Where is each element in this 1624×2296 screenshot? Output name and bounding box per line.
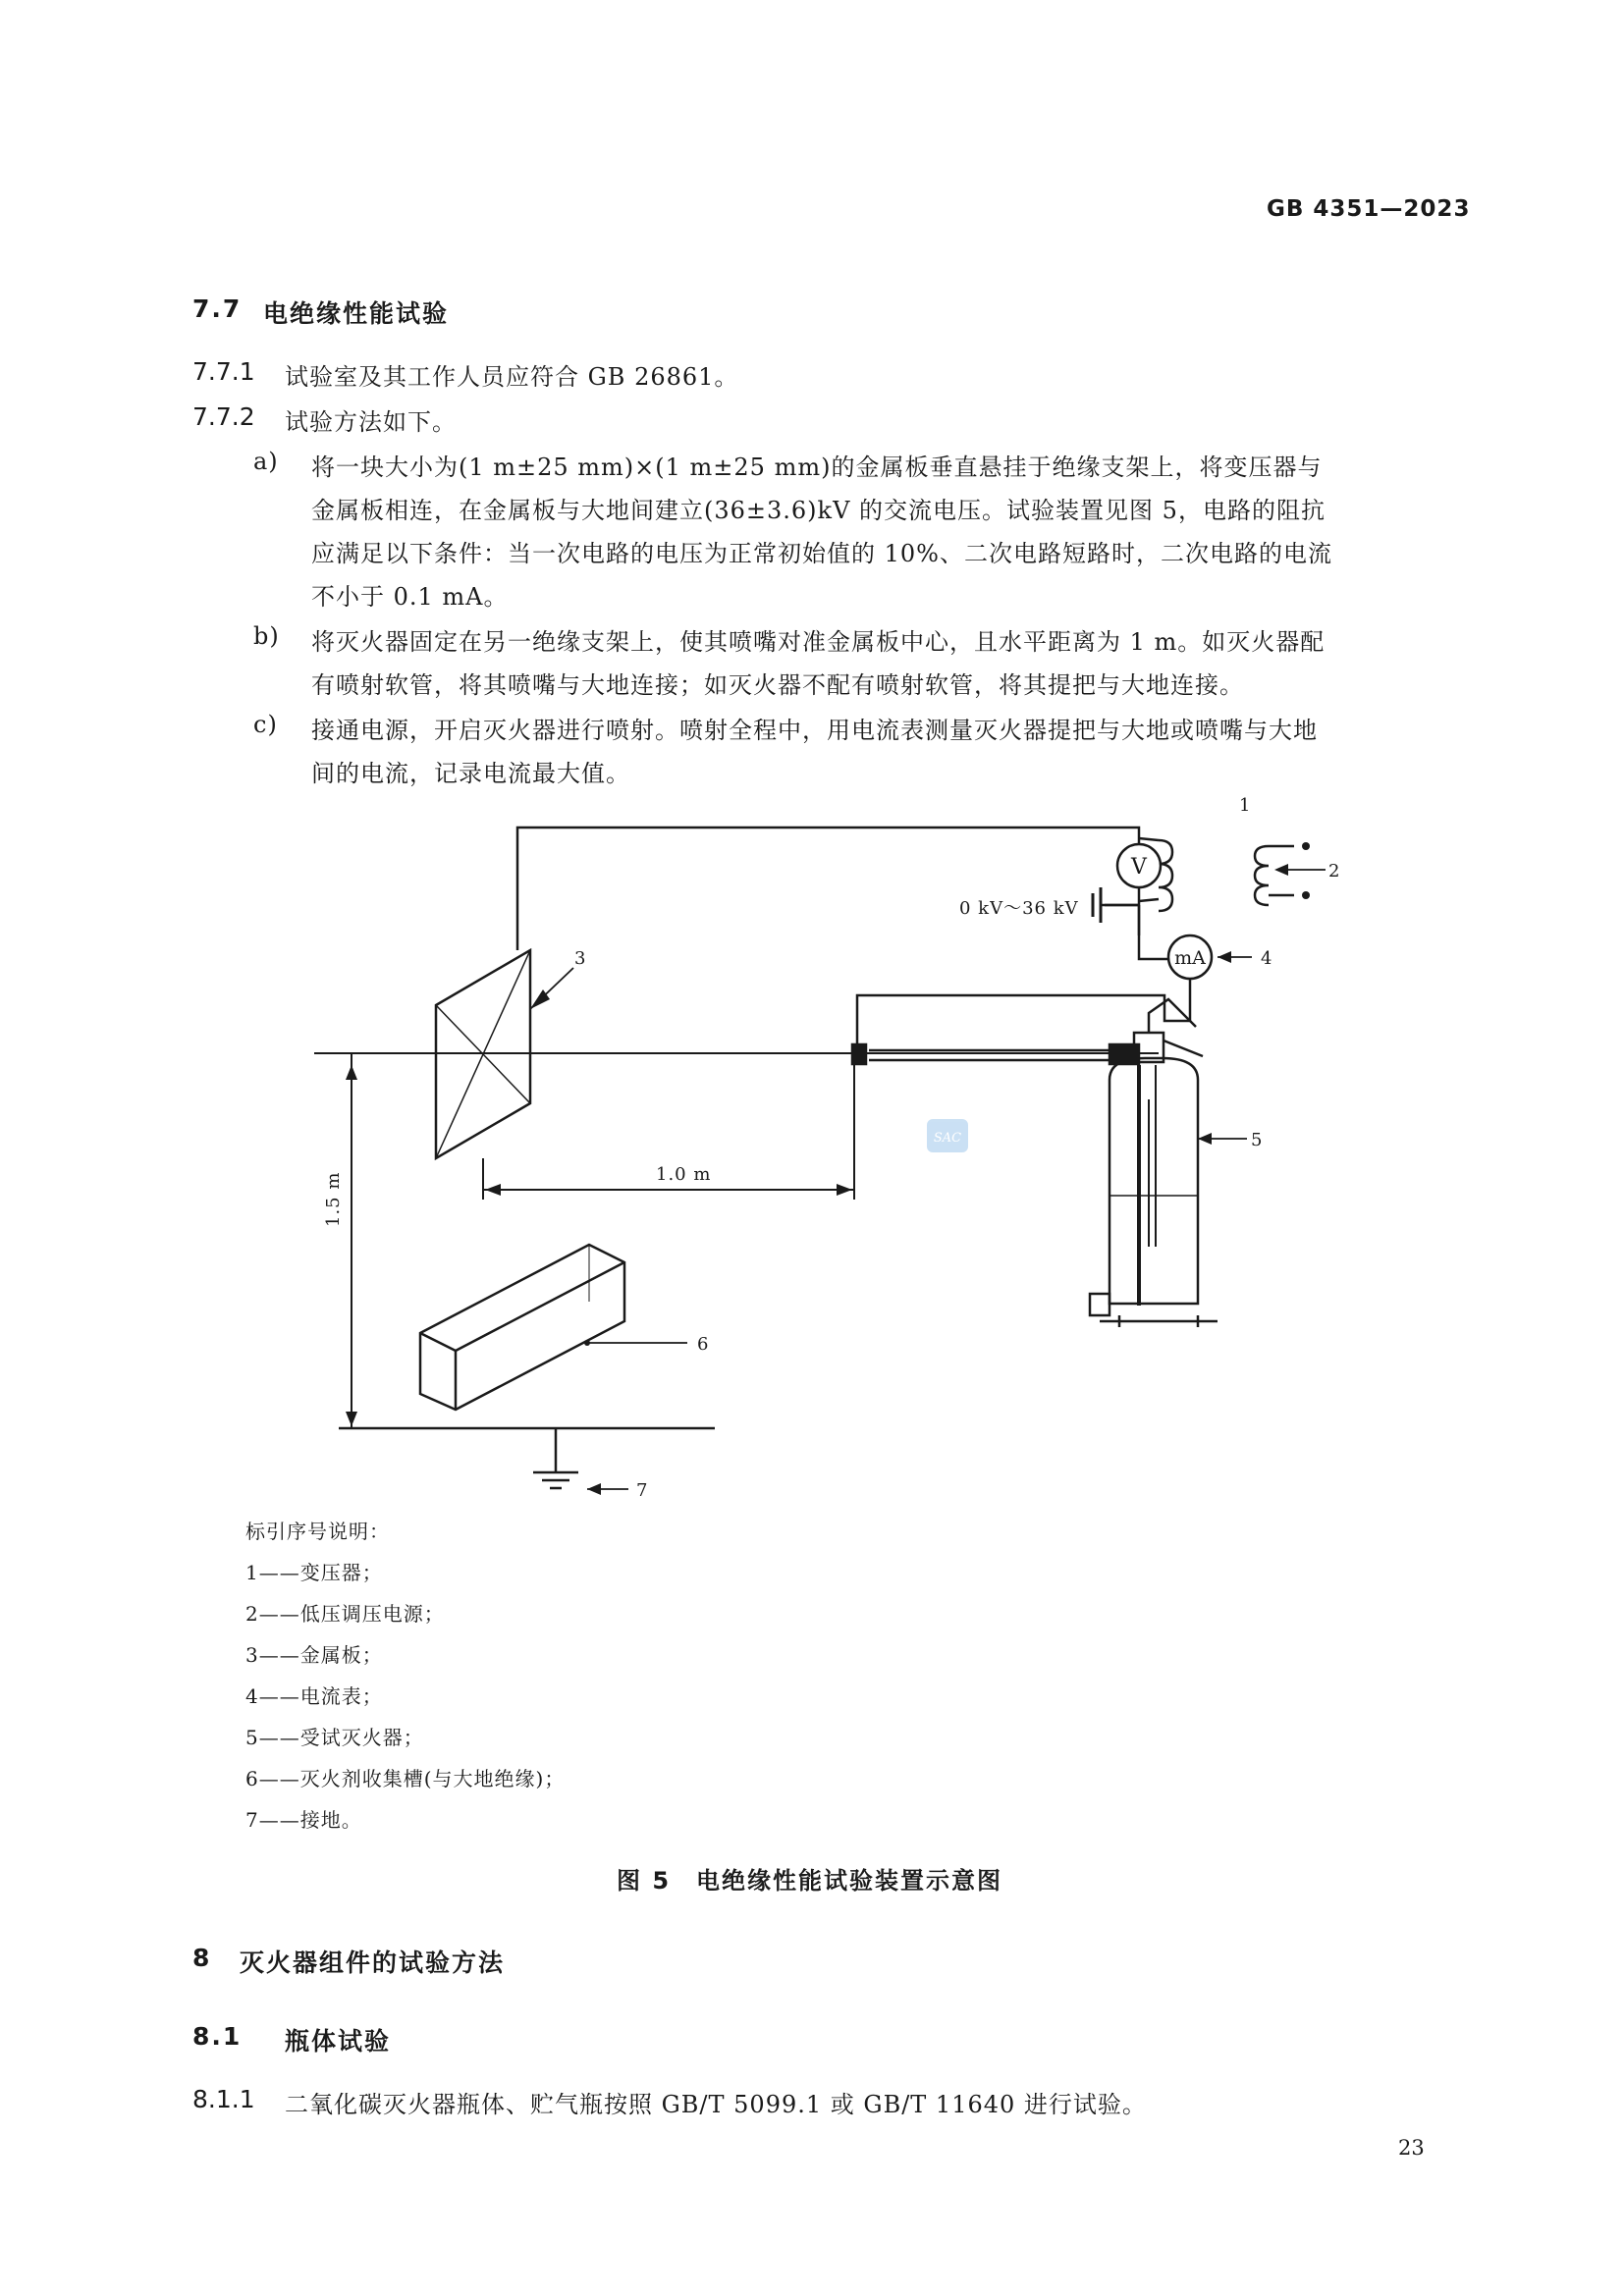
callout-7: 7 bbox=[636, 1480, 648, 1501]
callout-5: 5 bbox=[1251, 1130, 1263, 1150]
clause-8-1-1-text: 二氧化碳灭火器瓶体、贮气瓶按照 GB/T 5099.1 或 GB/T 11640 进行试验。 bbox=[285, 2091, 1147, 2118]
figure-caption: 图 5 电绝缘性能试验装置示意图 bbox=[617, 1867, 1003, 1895]
callout-4: 4 bbox=[1261, 948, 1272, 969]
clause-7-7-1-text: 试验室及其工作人员应符合 GB 26861。 bbox=[285, 363, 739, 391]
item-a-line-2: 金属板相连，在金属板与大地间建立(36±3.6)kV 的交流电压。试验装置见图 5，电路的阻抗 bbox=[311, 497, 1326, 524]
callout-3: 3 bbox=[574, 948, 586, 969]
item-c-marker: c) bbox=[253, 711, 278, 738]
legend-heading: 标引序号说明： bbox=[245, 1520, 390, 1543]
item-a-line-3: 应满足以下条件：当一次电路的电压为正常初始值的 10%、二次电路短路时，二次电路的电流 bbox=[311, 540, 1332, 567]
legend-entry: 3——金属板； bbox=[245, 1643, 383, 1667]
earth-icon bbox=[533, 1428, 578, 1488]
legend-entry: 4——电流表； bbox=[245, 1684, 383, 1708]
section-7-7-title: 电绝缘性能试验 bbox=[263, 299, 450, 328]
section-8-title: 灭火器组件的试验方法 bbox=[240, 1949, 506, 1977]
item-b-line-2: 有喷射软管，将其喷嘴与大地连接；如灭火器不配有喷射软管，将其提把与大地连接。 bbox=[311, 671, 1244, 699]
hose-wire bbox=[857, 995, 1190, 1044]
voltage-range-label: 0 kV～36 kV bbox=[959, 898, 1079, 919]
item-c-line-2: 间的电流，记录电流最大值。 bbox=[311, 760, 630, 787]
callout-6: 6 bbox=[697, 1334, 709, 1355]
clause-8-1-1-number: 8.1.1 bbox=[192, 2085, 255, 2113]
horizontal-distance-label: 1.0 m bbox=[656, 1164, 712, 1185]
callout-1: 1 bbox=[1239, 795, 1251, 816]
voltmeter-label: V bbox=[1131, 855, 1147, 880]
item-a-marker: a) bbox=[253, 448, 279, 475]
legend-entry: 6——灭火剂收集槽(与大地绝缘)； bbox=[245, 1767, 566, 1790]
legend-entry: 7——接地。 bbox=[245, 1808, 362, 1832]
item-b-marker: b) bbox=[253, 622, 280, 650]
item-c-line-1: 接通电源，开启灭火器进行喷射。喷射全程中，用电流表测量灭火器提把与大地或喷嘴与大地 bbox=[311, 717, 1318, 744]
legend-entry: 5——受试灭火器； bbox=[245, 1726, 424, 1749]
vertical-distance-label: 1.5 m bbox=[323, 1171, 344, 1227]
sac-watermark bbox=[927, 1119, 968, 1152]
item-b-line-1: 将灭火器固定在另一绝缘支架上，使其喷嘴对准金属板中心，且水平距离为 1 m。如灭火器配 bbox=[311, 628, 1326, 656]
collection-trough bbox=[420, 1245, 624, 1410]
section-8-1-title: 瓶体试验 bbox=[285, 2027, 392, 2056]
transformer-secondary-coil bbox=[1159, 840, 1172, 911]
section-8-1-number: 8.1 bbox=[192, 2022, 243, 2051]
legend-entry: 2——低压调压电源； bbox=[245, 1602, 445, 1626]
legend-entry: 1——变压器； bbox=[245, 1561, 383, 1584]
item-a-line-4: 不小于 0.1 mA。 bbox=[311, 583, 509, 611]
item-a-line-1: 将一块大小为(1 m±25 mm)×(1 m±25 mm)的金属板垂直悬挂于绝缘支架上，将变压器与 bbox=[311, 454, 1323, 481]
clause-7-7-2-number: 7.7.2 bbox=[192, 402, 255, 431]
ammeter-label: mA bbox=[1174, 947, 1206, 969]
callout-2: 2 bbox=[1328, 861, 1340, 881]
document-id: GB 4351—2023 bbox=[1267, 196, 1471, 222]
clause-7-7-1-number: 7.7.1 bbox=[192, 357, 255, 386]
page-number: 23 bbox=[1398, 2136, 1425, 2160]
supply-wire bbox=[517, 828, 1139, 950]
clause-7-7-2-text: 试验方法如下。 bbox=[285, 408, 457, 436]
section-8-number: 8 bbox=[192, 1944, 212, 1972]
section-7-7-number: 7.7 bbox=[192, 294, 243, 323]
svg-text:SAC: SAC bbox=[933, 1131, 962, 1146]
transformer-primary-coil bbox=[1255, 846, 1269, 905]
